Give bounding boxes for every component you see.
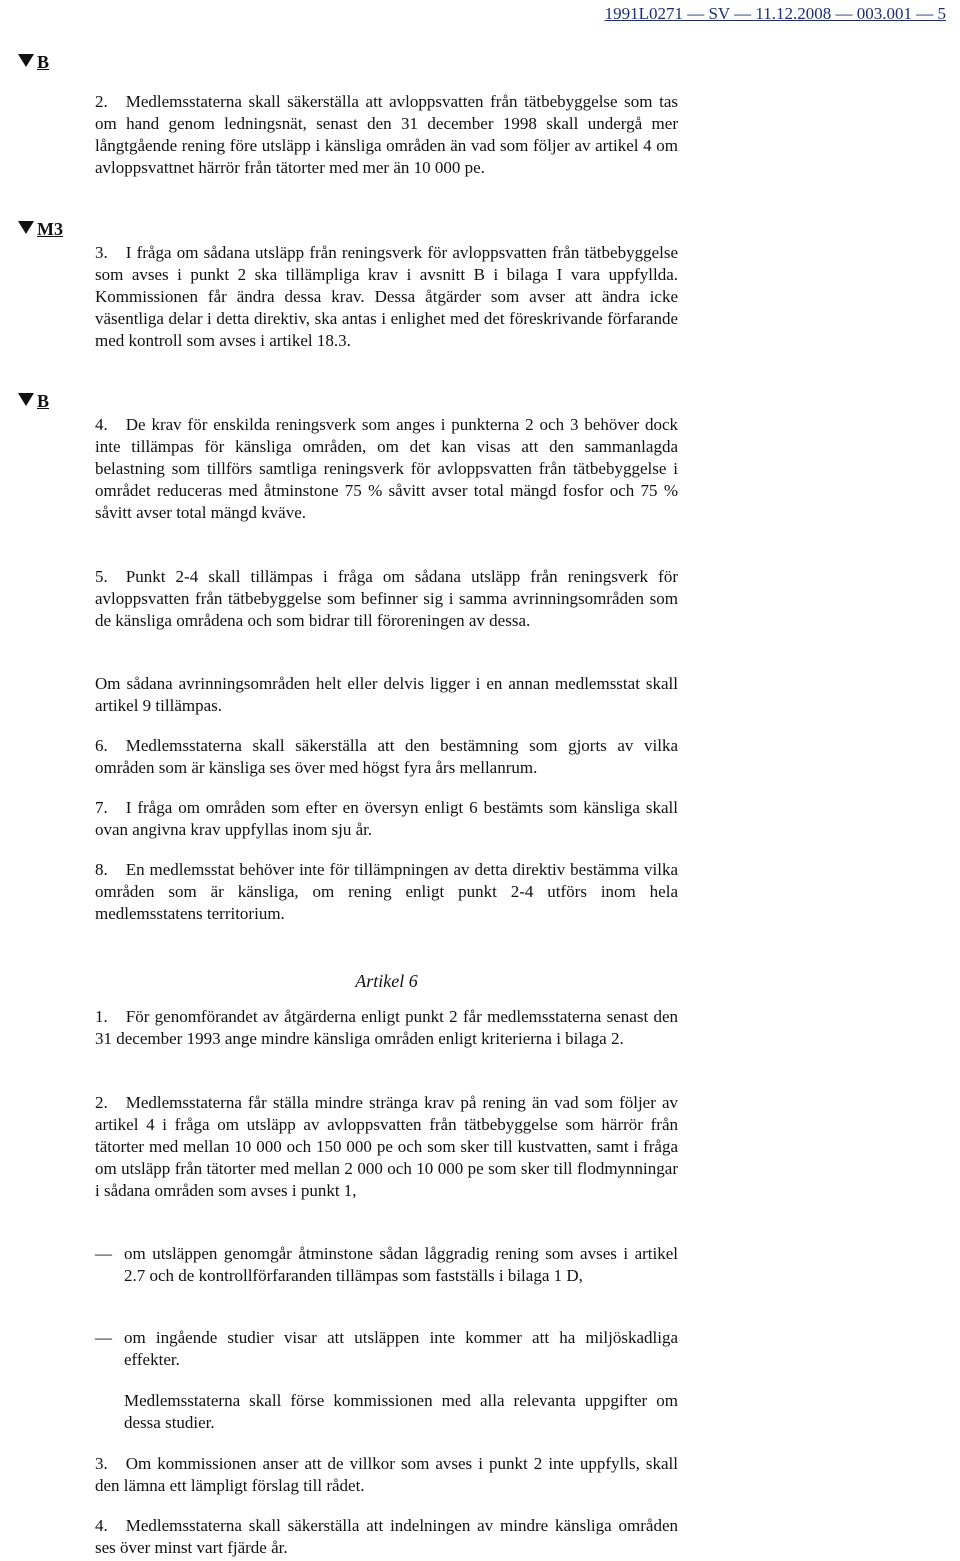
dash-followup-text: Medlemsstaterna skall förse kommissionen med alla relevanta uppgifter om dessa studier. — [124, 1391, 678, 1432]
paragraph-4: 4. De krav för enskilda reningsverk som anges i punkterna 2 och 3 behöver dock inte tillämpas för känsliga områden, om det kan visas att den sammanlagda belastning som tillförs samtliga reningsverk för avloppsvatten från tätbebyggelse i området reduceras med åtminstone 75 % såvitt avser total mängd fosfor och 75 % såvitt avser total mängd kväve. — [95, 415, 678, 522]
paragraph-8: 8. En medlemsstat behöver inte för tillämpningen av detta direktiv bestämma vilka områden som är känsliga, om rening enligt punkt 2-4 utförs inom hela medlemsstatens territorium. — [95, 860, 678, 923]
amendment-marker-b[interactable]: B — [18, 52, 49, 73]
document-header: 1991L0271 — SV — 11.12.2008 — 003.001 — 5 — [604, 4, 946, 23]
paragraph-6: 6. Medlemsstaterna skall säkerställa att den bestämning som gjorts av vilka områden som är känsliga ses över med högst fyra års mellanrum. — [95, 736, 678, 777]
article-6-paragraph-1: 1. För genomförandet av åtgärderna enligt punkt 2 får medlemsstaterna senast den 31 december 1993 ange mindre känsliga områden enligt kriterierna i bilaga 2. — [95, 1007, 678, 1048]
paragraph-7: 7. I fråga om områden som efter en översyn enligt 6 bestämts som känsliga skall ovan angivna krav uppfyllas inom sju år. — [95, 798, 678, 839]
paragraph-2: 2. Medlemsstaterna skall säkerställa att avloppsvatten från tätbebyggelse som tas om hand genom ledningsnät, senast den 31 december 1998 skall undergå mer långtgående rening före utsläpp i känsliga områden än vad som följer av artikel 4 om avloppsvattnet härrör från tätorter med mer än 10 000 pe. — [95, 92, 678, 177]
paragraph-5: 5. Punkt 2-4 skall tillämpas i fråga om sådana utsläpp från reningsverk för avloppsvatten från tätbebyggelse som befinner sig i samma avrinningsområden som de känsliga områdena och som bidrar till föroreningen av dessa. — [95, 567, 678, 630]
dash-bullet: — — [95, 1244, 112, 1263]
article-6-paragraph-4: 4. Medlemsstaterna skall säkerställa att indelningen av mindre känsliga områden ses över minst vart fjärde år. — [95, 1516, 678, 1557]
paragraph-3: 3. I fråga om sådana utsläpp från reningsverk för avloppsvatten från tätbebyggelse som avses i punkt 2 ska tillämpliga krav i avsnitt B i bilaga I vara uppfyllda. Kommissionen får ändra dessa krav. Dessa åtgärder som avser att ändra icke väsentliga delar i detta direktiv, ska antas i enlighet med det föreskrivande förfarande med kontroll som avses i artikel 18.3. — [95, 243, 678, 350]
down-triangle-icon — [18, 54, 34, 67]
article-6-paragraph-3: 3. Om kommissionen anser att de villkor som avses i punkt 2 inte uppfylls, skall den lämna ett lämpligt förslag till rådet. — [95, 1454, 678, 1495]
article-6-paragraph-2: 2. Medlemsstaterna får ställa mindre stränga krav på rening än vad som följer av artikel 4 i fråga om utsläpp av avloppsvatten från tätbebyggelse som härrör från tätorter med mellan 10 000 och 150 000 pe och som sker till kustvatten, samt i fråga om utsläpp från tätorter med mellan 2 000 och 10 000 pe som sker till flodmynningar i sådana områden som avses i punkt 1, — [95, 1093, 678, 1200]
dash-item-1: om utsläppen genomgår åtminstone sådan låggradig rening som avses i artikel 2.7 och de kontrollförfaranden tillämpas som fastställs i bilaga 1 D, — [124, 1244, 678, 1285]
dash-bullet: — — [95, 1328, 112, 1347]
amendment-marker-b[interactable]: B — [18, 391, 49, 412]
paragraph-5-continued: Om sådana avrinningsområden helt eller delvis ligger i en annan medlemsstat skall artikel 9 tillämpas. — [95, 674, 678, 715]
down-triangle-icon — [18, 221, 34, 234]
dash-item-2: om ingående studier visar att utsläppen inte kommer att ha miljöskadliga effekter. — [124, 1328, 678, 1369]
amendment-marker-m3[interactable]: M3 — [18, 219, 63, 240]
article-6-title: Artikel 6 — [355, 971, 418, 991]
down-triangle-icon — [18, 393, 34, 406]
